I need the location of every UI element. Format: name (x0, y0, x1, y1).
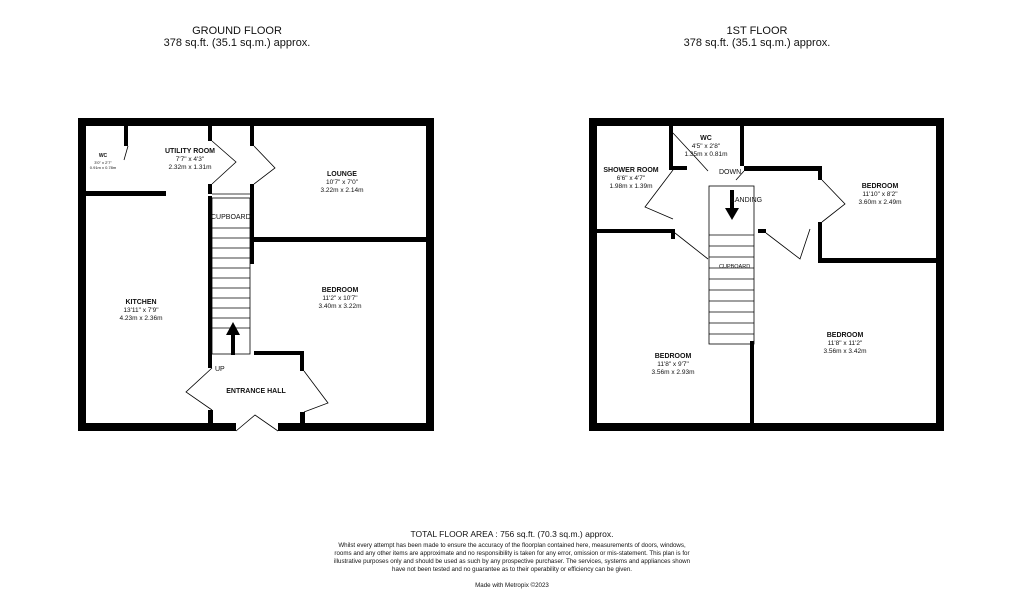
room-dim-imperial: 13'11" x 7'9" (123, 307, 159, 314)
room-label-kitchen (101, 299, 181, 323)
first-outer-walls (589, 118, 944, 431)
disclaimer-text: Whilst every attempt has been made to ensure the accuracy of the floorplan contained here, measurements of doors, windows, rooms and any other items are approximate and no responsibility is taken for any error, omission or mis-statement. This plan is for illustrative purposes only and should be used as such by any prospective purchaser. The services, systems and appliances shown have not been tested and no guarantee as to their operability or efficiency can be given. (333, 542, 691, 573)
room-label-bedroom-a (840, 183, 920, 207)
room-dim-metric: 3.40m x 3.22m (318, 303, 362, 310)
room-dim-imperial: 3'0" x 2'7" (94, 160, 112, 165)
room-dim-metric: 1.35m x 0.81m (684, 151, 728, 158)
room-dim-metric: 3.56m x 3.42m (823, 348, 867, 355)
room-dim-imperial: 7'7" x 4'3" (175, 156, 205, 163)
first-door-swings (645, 133, 845, 259)
room-name: LOUNGE (327, 171, 357, 178)
room-label-bedroom-b (633, 353, 713, 377)
first-landing-label: LANDING (731, 197, 763, 204)
first-floor-title: 1ST FLOOR (726, 25, 788, 37)
room-dim-imperial: 6'6" x 4'7" (616, 175, 646, 182)
room-name: BEDROOM (321, 287, 359, 294)
room-label-utility (150, 148, 230, 172)
first-floor-plan (589, 118, 944, 431)
room-name: SHOWER ROOM (603, 167, 659, 174)
room-label-lounge (302, 171, 382, 195)
room-dim-imperial: 11'8" x 9'7" (657, 361, 689, 368)
room-name: WC (98, 153, 108, 159)
room-dim-metric: 4.23m x 2.36m (119, 315, 163, 322)
room-dim-metric: 0.91m x 0.78m (89, 165, 117, 170)
ground-cupboard-label: CUPBOARD (211, 214, 251, 221)
room-label-ground-wc (83, 152, 123, 170)
room-dim-metric: 3.56m x 2.93m (651, 369, 695, 376)
room-dim-imperial: 11'2" x 10'7" (322, 295, 358, 302)
room-dim-imperial: 11'10" x 8'2" (862, 191, 898, 198)
ground-floor-title: GROUND FLOOR (192, 25, 282, 37)
room-dim-imperial: 11'8" x 11'2" (827, 340, 863, 347)
total-floor-area: TOTAL FLOOR AREA : 756 sq.ft. (70.3 sq.m.) approx. (410, 529, 614, 539)
room-dim-metric: 1.98m x 1.39m (609, 183, 653, 190)
room-label-first-wc (676, 135, 736, 159)
room-dim-metric: 2.32m x 1.31m (168, 164, 212, 171)
room-dim-imperial: 10'7" x 7'0" (325, 179, 359, 186)
room-name: BEDROOM (654, 353, 692, 360)
ground-up-label: UP (215, 366, 225, 373)
up-arrow-icon (226, 322, 240, 355)
ground-floor-plan (78, 118, 434, 431)
room-label-ground-bedroom (300, 287, 380, 311)
room-name: BEDROOM (861, 183, 899, 190)
ground-floor-area: 378 sq.ft. (35.1 sq.m.) approx. (163, 37, 311, 49)
ground-outer-walls (78, 118, 434, 431)
room-label-entrance-hall (216, 388, 296, 396)
room-label-bedroom-c (805, 332, 885, 356)
room-name: WC (700, 135, 712, 142)
room-name: KITCHEN (125, 299, 157, 306)
room-name: BEDROOM (826, 332, 864, 339)
metropix-credit: Made with Metropix ©2023 (475, 582, 549, 589)
down-arrow-icon (725, 190, 739, 220)
first-floor-area: 378 sq.ft. (35.1 sq.m.) approx. (683, 37, 831, 49)
first-down-label: DOWN (719, 169, 742, 176)
room-name: UTILITY ROOM (164, 148, 216, 155)
room-dim-metric: 3.60m x 2.49m (858, 199, 902, 206)
room-dim-metric: 3.22m x 2.14m (320, 187, 364, 194)
first-cupboard-label: CUPBOARD (719, 264, 751, 270)
room-label-shower (591, 167, 671, 191)
room-dim-imperial: 4'5" x 2'8" (691, 143, 721, 150)
room-name: ENTRANCE HALL (226, 388, 286, 395)
